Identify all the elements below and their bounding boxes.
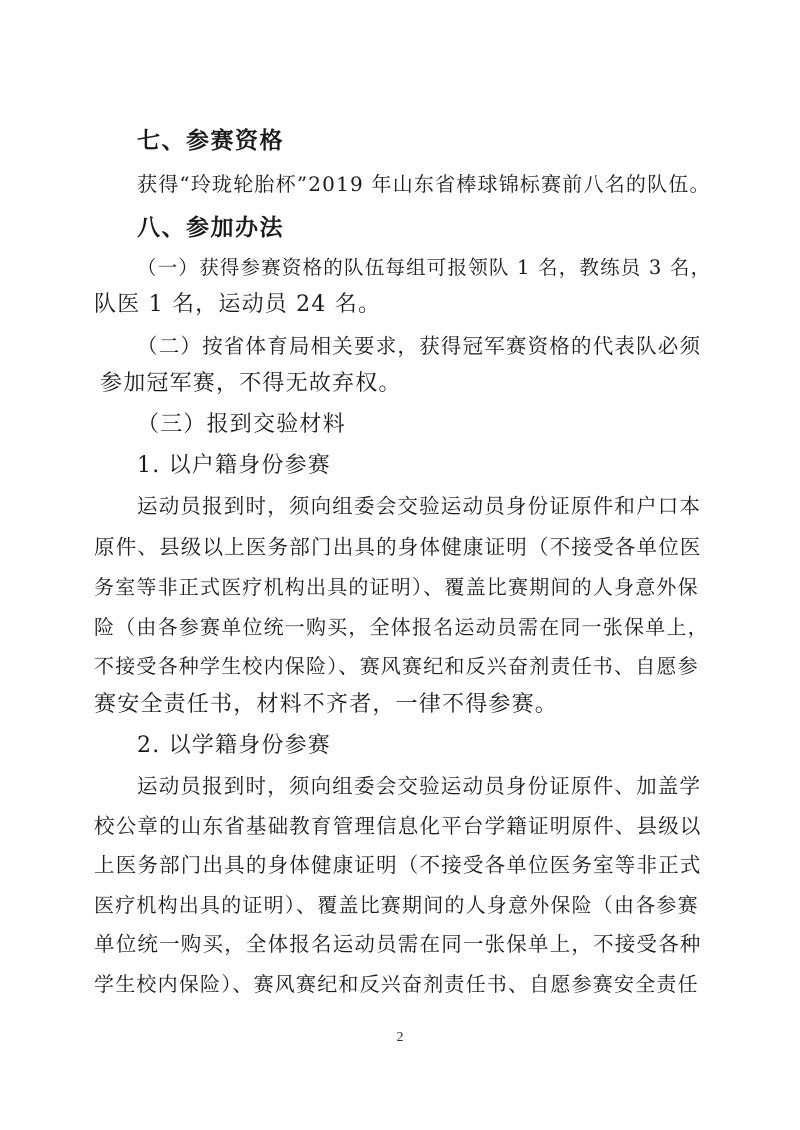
paragraph-line: 队医 1 名，运动员 24 名。: [94, 292, 382, 317]
page-number: 2: [396, 1030, 404, 1045]
paragraph-line: 医疗机构出具的证明）、覆盖比赛期间的人身意外保险（由各参赛: [94, 893, 699, 917]
subsection-heading-materials: （三）报到交验材料: [137, 412, 346, 437]
section-heading-participation: 八、参加办法: [137, 215, 284, 241]
paragraph-line: 上医务部门出具的身体健康证明（不接受各单位医务室等非正式: [94, 853, 702, 877]
paragraph-line: （一）获得参赛资格的队伍每组可报领队 1 名，教练员 3 名，: [137, 256, 712, 279]
paragraph-line: 运动员报到时，须向组委会交验运动员身份证原件和户口本: [137, 494, 702, 518]
paragraph-line: 运动员报到时，须向组委会交验运动员身份证原件、加盖学: [137, 774, 702, 798]
paragraph-line: 学生校内保险）、赛风赛纪和反兴奋剂责任书、自愿参赛安全责任: [94, 972, 699, 996]
item-heading-household: 1. 以户籍身份参赛: [137, 453, 331, 478]
section-heading-eligibility: 七、参赛资格: [137, 128, 284, 154]
paragraph-line: 赛安全责任书，材料不齐者，一律不得参赛。: [94, 692, 559, 717]
paragraph-line: 获得“玲珑轮胎杯”2019 年山东省棒球锦标赛前八名的队伍。: [137, 172, 711, 196]
paragraph-line: （二）按省体育局相关要求，获得冠军赛资格的代表队必须: [137, 334, 702, 358]
paragraph-line: 校公章的山东省基础教育管理信息化平台学籍证明原件、县级以: [94, 814, 702, 838]
paragraph-line: 务室等非正式医疗机构出具的证明）、覆盖比赛期间的人身意外保: [94, 575, 699, 599]
paragraph-line: 参加冠军赛，不得无故弃权。: [100, 371, 402, 396]
item-heading-student: 2. 以学籍身份参赛: [137, 733, 331, 758]
paragraph-line: 不接受各种学生校内保险）、赛风赛纪和反兴奋剂责任书、自愿参: [94, 654, 699, 678]
paragraph-line: 原件、县级以上医务部门出具的身体健康证明（不接受各单位医: [94, 535, 702, 559]
paragraph-line: 险（由各参赛单位统一购买，全体报名运动员需在同一张保单上，: [94, 615, 709, 639]
paragraph-line: 单位统一购买，全体报名运动员需在同一张保单上，不接受各种: [94, 932, 702, 956]
